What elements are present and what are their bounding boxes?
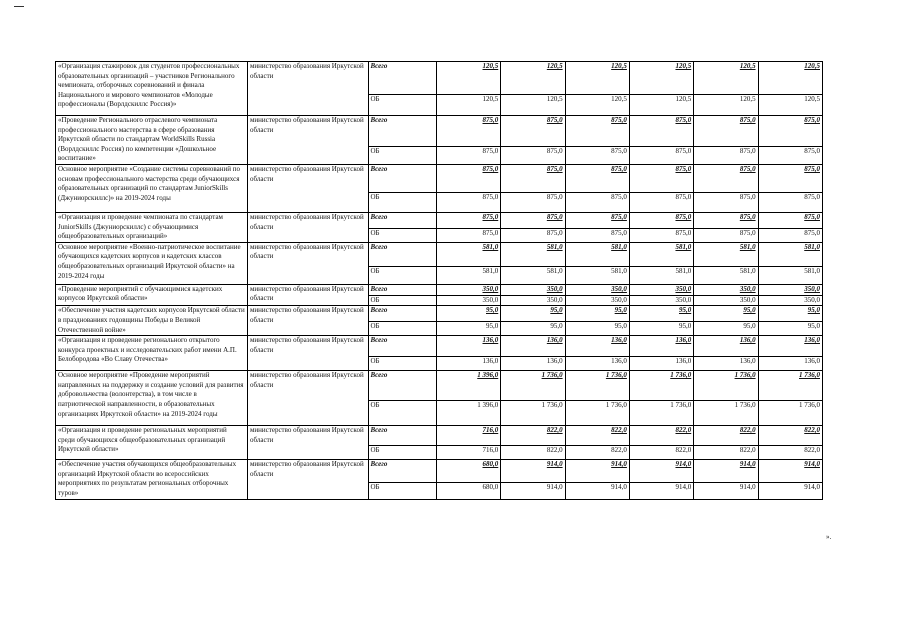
total-amount-cell: 822,0 <box>629 426 693 446</box>
ob-amount-cell: 875,0 <box>758 229 822 243</box>
total-amount-cell: 914,0 <box>694 460 758 483</box>
program-name-cell: Основное мероприятие «Проведение мероприятий направленных на поддержку и создание условий для развития добровольчества (волонтерства), в том числе в патриотической направленности, в образовательных организациях Иркутской области» на 2019-2024 годы <box>56 371 248 426</box>
table-row-total <box>56 284 823 295</box>
total-amount-cell: 581,0 <box>501 242 565 266</box>
total-amount-cell: 120,5 <box>629 62 693 95</box>
total-amount-cell: 581,0 <box>565 242 629 266</box>
funding-source-ob-cell: ОБ <box>368 192 436 212</box>
total-amount-cell: 914,0 <box>565 460 629 483</box>
ob-amount-cell: 136,0 <box>694 357 758 371</box>
total-amount-cell: 95,0 <box>565 306 629 322</box>
program-name-cell: «Проведение Регионального отраслевого чемпионата профессионального мастерства в сфере образования Иркутской области по стандартам WorldSkills Russia (Ворлдскиллс Россия) по компетенции «Дошкольное воспитание» <box>56 116 248 165</box>
funding-source-total-cell: Всего <box>368 371 436 401</box>
ob-amount-cell: 822,0 <box>758 446 822 460</box>
total-amount-cell: 875,0 <box>758 116 822 147</box>
total-amount-cell: 136,0 <box>694 336 758 357</box>
ob-amount-cell: 875,0 <box>565 192 629 212</box>
ob-amount-cell: 120,5 <box>758 95 822 116</box>
ob-amount-cell: 875,0 <box>629 146 693 164</box>
funding-source-ob-cell: ОБ <box>368 266 436 284</box>
total-amount-cell: 95,0 <box>694 306 758 322</box>
ob-amount-cell: 581,0 <box>758 266 822 284</box>
funding-source-ob-cell: ОБ <box>368 229 436 243</box>
ob-amount-cell: 350,0 <box>758 295 822 306</box>
program-name-cell: «Организация и проведение регионального открытого конкурса проектных и исследовательских работ имени А.П. Белобородова «Во Славу Отечества» <box>56 336 248 371</box>
program-name-cell: «Организация стажировок для студентов профессиональных образовательных организаций – участников Регионального чемпионата, отборочных соревнований и финала Национального и мирового чемпионатов «Молодые профессионалы (Ворлдскиллс Россия)» <box>56 62 248 116</box>
funding-source-total-cell: Всего <box>368 242 436 266</box>
ob-amount-cell: 581,0 <box>629 266 693 284</box>
ob-amount-cell: 136,0 <box>758 357 822 371</box>
funding-source-total-cell: Всего <box>368 212 436 228</box>
total-amount-cell: 581,0 <box>758 242 822 266</box>
funding-source-ob-cell: ОБ <box>368 401 436 426</box>
ob-amount-cell: 350,0 <box>565 295 629 306</box>
table-row-total <box>56 212 823 228</box>
ob-amount-cell: 350,0 <box>629 295 693 306</box>
ob-amount-cell: 95,0 <box>758 322 822 336</box>
total-amount-cell: 350,0 <box>694 284 758 295</box>
ob-amount-cell: 875,0 <box>758 192 822 212</box>
table-row-total <box>56 62 823 95</box>
total-amount-cell: 581,0 <box>629 242 693 266</box>
total-amount-cell: 350,0 <box>629 284 693 295</box>
table-row-total <box>56 426 823 446</box>
total-amount-cell: 914,0 <box>758 460 822 483</box>
budget-table <box>55 61 823 500</box>
ob-amount-cell: 136,0 <box>629 357 693 371</box>
ob-amount-cell: 875,0 <box>565 146 629 164</box>
ob-amount-cell: 136,0 <box>501 357 565 371</box>
ob-amount-cell: 875,0 <box>436 146 500 164</box>
ob-amount-cell: 350,0 <box>436 295 500 306</box>
ob-amount-cell: 822,0 <box>694 446 758 460</box>
total-amount-cell: 875,0 <box>565 212 629 228</box>
total-amount-cell: 875,0 <box>501 164 565 192</box>
total-amount-cell: 875,0 <box>694 212 758 228</box>
table-row-total <box>56 164 823 192</box>
total-amount-cell: 875,0 <box>694 116 758 147</box>
total-amount-cell: 1 396,0 <box>436 371 500 401</box>
ob-amount-cell: 914,0 <box>565 483 629 499</box>
ob-amount-cell: 95,0 <box>694 322 758 336</box>
funding-source-ob-cell: ОБ <box>368 446 436 460</box>
ob-amount-cell: 136,0 <box>565 357 629 371</box>
ob-amount-cell: 822,0 <box>565 446 629 460</box>
total-amount-cell: 875,0 <box>501 116 565 147</box>
program-name-cell: «Организация и проведение региональных мероприятий среди обучающихся общеобразовательных организаций Иркутской области» <box>56 426 248 460</box>
total-amount-cell: 875,0 <box>501 212 565 228</box>
ob-amount-cell: 875,0 <box>629 229 693 243</box>
total-amount-cell: 120,5 <box>501 62 565 95</box>
funding-source-total-cell: Всего <box>368 284 436 295</box>
executor-cell: министерство образования Иркутской области <box>248 336 369 371</box>
executor-cell: министерство образования Иркутской области <box>248 242 369 284</box>
ob-amount-cell: 120,5 <box>436 95 500 116</box>
ob-amount-cell: 95,0 <box>436 322 500 336</box>
page-corner-mark <box>14 6 24 7</box>
funding-source-ob-cell: ОБ <box>368 146 436 164</box>
total-amount-cell: 680,0 <box>436 460 500 483</box>
ob-amount-cell: 875,0 <box>694 192 758 212</box>
funding-source-ob-cell: ОБ <box>368 295 436 306</box>
executor-cell: министерство образования Иркутской области <box>248 284 369 306</box>
executor-cell: министерство образования Иркутской области <box>248 306 369 336</box>
table-row-total <box>56 306 823 322</box>
table-closing-mark: ». <box>826 533 832 541</box>
total-amount-cell: 875,0 <box>758 212 822 228</box>
total-amount-cell: 822,0 <box>758 426 822 446</box>
budget-table-body <box>56 62 823 500</box>
program-name-cell: Основное мероприятие «Военно-патриотическое воспитание обучающихся кадетских корпусов и кадетских классов общеобразовательных организаций Иркутской области» на 2019-2024 годы <box>56 242 248 284</box>
total-amount-cell: 120,5 <box>694 62 758 95</box>
table-row-total <box>56 460 823 483</box>
funding-source-ob-cell: ОБ <box>368 322 436 336</box>
ob-amount-cell: 875,0 <box>501 192 565 212</box>
executor-cell: министерство образования Иркутской области <box>248 62 369 116</box>
total-amount-cell: 875,0 <box>436 212 500 228</box>
ob-amount-cell: 822,0 <box>629 446 693 460</box>
total-amount-cell: 136,0 <box>436 336 500 357</box>
table-row-total <box>56 242 823 266</box>
total-amount-cell: 875,0 <box>629 212 693 228</box>
ob-amount-cell: 875,0 <box>436 192 500 212</box>
total-amount-cell: 95,0 <box>501 306 565 322</box>
total-amount-cell: 1 736,0 <box>629 371 693 401</box>
total-amount-cell: 822,0 <box>565 426 629 446</box>
program-name-cell: «Обеспечение участия кадетских корпусов Иркутской области в празднованиях годовщины Победы в Великой Отечественной войне» <box>56 306 248 336</box>
total-amount-cell: 914,0 <box>501 460 565 483</box>
ob-amount-cell: 1 736,0 <box>694 401 758 426</box>
ob-amount-cell: 350,0 <box>501 295 565 306</box>
table-row-total <box>56 371 823 401</box>
total-amount-cell: 581,0 <box>694 242 758 266</box>
ob-amount-cell: 1 396,0 <box>436 401 500 426</box>
table-row-total <box>56 116 823 147</box>
ob-amount-cell: 120,5 <box>501 95 565 116</box>
funding-source-total-cell: Всего <box>368 460 436 483</box>
ob-amount-cell: 1 736,0 <box>629 401 693 426</box>
funding-source-ob-cell: ОБ <box>368 357 436 371</box>
ob-amount-cell: 914,0 <box>501 483 565 499</box>
table-row-total <box>56 336 823 357</box>
total-amount-cell: 136,0 <box>758 336 822 357</box>
ob-amount-cell: 1 736,0 <box>758 401 822 426</box>
total-amount-cell: 350,0 <box>565 284 629 295</box>
funding-source-ob-cell: ОБ <box>368 95 436 116</box>
ob-amount-cell: 95,0 <box>501 322 565 336</box>
total-amount-cell: 822,0 <box>501 426 565 446</box>
ob-amount-cell: 95,0 <box>629 322 693 336</box>
funding-source-total-cell: Всего <box>368 164 436 192</box>
total-amount-cell: 581,0 <box>436 242 500 266</box>
executor-cell: министерство образования Иркутской области <box>248 164 369 212</box>
ob-amount-cell: 680,0 <box>436 483 500 499</box>
total-amount-cell: 95,0 <box>436 306 500 322</box>
total-amount-cell: 350,0 <box>436 284 500 295</box>
total-amount-cell: 875,0 <box>565 116 629 147</box>
total-amount-cell: 1 736,0 <box>501 371 565 401</box>
ob-amount-cell: 581,0 <box>436 266 500 284</box>
executor-cell: министерство образования Иркутской области <box>248 371 369 426</box>
ob-amount-cell: 581,0 <box>694 266 758 284</box>
ob-amount-cell: 581,0 <box>565 266 629 284</box>
total-amount-cell: 350,0 <box>758 284 822 295</box>
total-amount-cell: 875,0 <box>629 116 693 147</box>
total-amount-cell: 822,0 <box>694 426 758 446</box>
total-amount-cell: 875,0 <box>758 164 822 192</box>
funding-source-ob-cell: ОБ <box>368 483 436 499</box>
funding-source-total-cell: Всего <box>368 426 436 446</box>
total-amount-cell: 875,0 <box>436 164 500 192</box>
total-amount-cell: 1 736,0 <box>694 371 758 401</box>
ob-amount-cell: 716,0 <box>436 446 500 460</box>
ob-amount-cell: 875,0 <box>565 229 629 243</box>
ob-amount-cell: 581,0 <box>501 266 565 284</box>
total-amount-cell: 1 736,0 <box>565 371 629 401</box>
ob-amount-cell: 350,0 <box>694 295 758 306</box>
total-amount-cell: 120,5 <box>758 62 822 95</box>
ob-amount-cell: 120,5 <box>629 95 693 116</box>
ob-amount-cell: 914,0 <box>758 483 822 499</box>
total-amount-cell: 136,0 <box>501 336 565 357</box>
funding-source-total-cell: Всего <box>368 336 436 357</box>
total-amount-cell: 95,0 <box>758 306 822 322</box>
total-amount-cell: 716,0 <box>436 426 500 446</box>
executor-cell: министерство образования Иркутской области <box>248 212 369 242</box>
total-amount-cell: 914,0 <box>629 460 693 483</box>
program-name-cell: «Проведение мероприятий с обучающимися кадетских корпусов Иркутской области» <box>56 284 248 306</box>
ob-amount-cell: 136,0 <box>436 357 500 371</box>
executor-cell: министерство образования Иркутской области <box>248 426 369 460</box>
total-amount-cell: 120,5 <box>565 62 629 95</box>
funding-source-total-cell: Всего <box>368 116 436 147</box>
total-amount-cell: 875,0 <box>629 164 693 192</box>
total-amount-cell: 875,0 <box>565 164 629 192</box>
ob-amount-cell: 914,0 <box>629 483 693 499</box>
program-name-cell: «Организация и проведение чемпионата по стандартам JuniorSkills (Джуниорскиллс) с обучающимися общеобразовательных организаций» <box>56 212 248 242</box>
ob-amount-cell: 875,0 <box>436 229 500 243</box>
program-name-cell: Основное мероприятие «Создание системы соревнований по основам профессионального мастерства среди обучающихся образовательных организаций по стандартам JuniorSkills (Джуниорскиллс)» на 2019-2024 годы <box>56 164 248 212</box>
ob-amount-cell: 1 736,0 <box>565 401 629 426</box>
ob-amount-cell: 875,0 <box>501 146 565 164</box>
ob-amount-cell: 875,0 <box>694 146 758 164</box>
total-amount-cell: 136,0 <box>565 336 629 357</box>
ob-amount-cell: 120,5 <box>694 95 758 116</box>
total-amount-cell: 95,0 <box>629 306 693 322</box>
total-amount-cell: 1 736,0 <box>758 371 822 401</box>
ob-amount-cell: 95,0 <box>565 322 629 336</box>
executor-cell: министерство образования Иркутской области <box>248 460 369 499</box>
executor-cell: министерство образования Иркутской области <box>248 116 369 165</box>
funding-source-total-cell: Всего <box>368 306 436 322</box>
ob-amount-cell: 1 736,0 <box>501 401 565 426</box>
ob-amount-cell: 875,0 <box>501 229 565 243</box>
total-amount-cell: 350,0 <box>501 284 565 295</box>
total-amount-cell: 875,0 <box>694 164 758 192</box>
ob-amount-cell: 120,5 <box>565 95 629 116</box>
total-amount-cell: 875,0 <box>436 116 500 147</box>
ob-amount-cell: 914,0 <box>694 483 758 499</box>
ob-amount-cell: 875,0 <box>629 192 693 212</box>
ob-amount-cell: 822,0 <box>501 446 565 460</box>
total-amount-cell: 136,0 <box>629 336 693 357</box>
ob-amount-cell: 875,0 <box>694 229 758 243</box>
program-name-cell: «Обеспечение участия обучающихся общеобразовательных организаций Иркутской области во всероссийских мероприятиях по результатам региональных отборочных туров» <box>56 460 248 499</box>
total-amount-cell: 120,5 <box>436 62 500 95</box>
ob-amount-cell: 875,0 <box>758 146 822 164</box>
funding-source-total-cell: Всего <box>368 62 436 95</box>
